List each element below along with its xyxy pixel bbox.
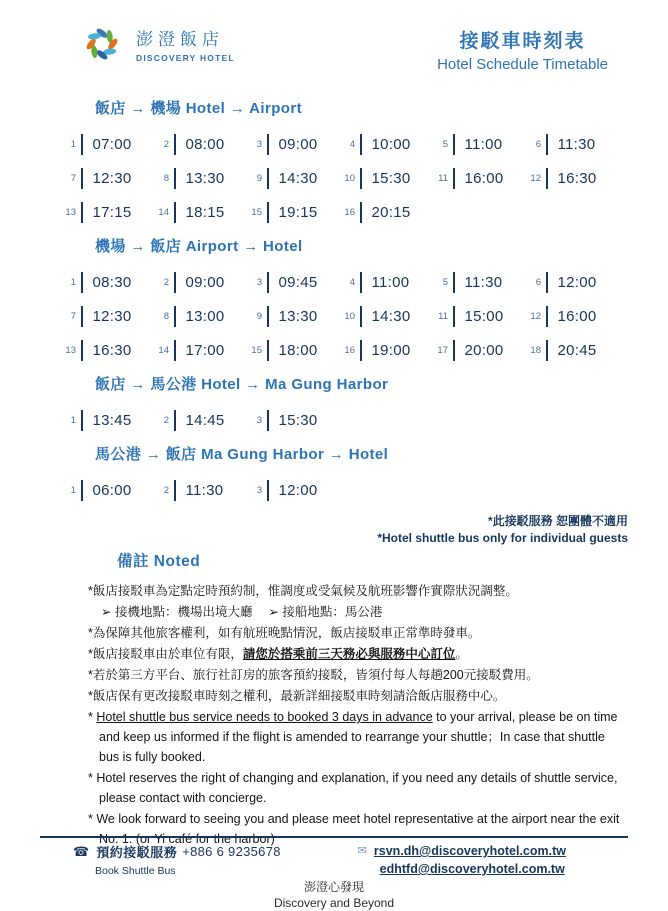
schedule-row — [62, 133, 628, 155]
departure-index: 2 — [163, 484, 169, 496]
section-heading: 機場 → 飯店 Airport → Hotel — [95, 238, 303, 255]
departure-index: 6 — [535, 138, 541, 150]
departure-index: 1 — [70, 484, 76, 496]
departure-index: 4 — [349, 276, 355, 288]
departure-time: 09:45 — [278, 273, 318, 291]
departure-index: 7 — [70, 310, 76, 322]
footer — [40, 836, 628, 911]
divider-bar — [546, 134, 548, 155]
schedule-cell — [434, 133, 527, 155]
departure-time: 11:30 — [185, 481, 224, 499]
note-text: *若於第三方平台、旅行社訂房的旅客預約接駁，皆須付每人每趟200元接駁費用。 — [88, 668, 539, 682]
schedule-cell — [248, 133, 341, 155]
hotel-name-en: DISCOVERY HOTEL — [136, 53, 235, 63]
departure-time: 15:30 — [278, 411, 318, 429]
departure-time: 13:45 — [92, 411, 132, 429]
departure-index: 4 — [349, 138, 355, 150]
schedule-cell — [62, 479, 155, 501]
divider-bar — [81, 480, 83, 501]
departure-index: 11 — [438, 310, 448, 322]
departure-time: 17:15 — [92, 203, 132, 221]
departure-time: 14:30 — [278, 169, 318, 187]
departure-index: 16 — [344, 344, 355, 356]
divider-bar — [546, 168, 548, 189]
departure-index: 15 — [251, 344, 262, 356]
divider-bar — [453, 306, 455, 327]
departure-time: 15:00 — [464, 307, 504, 325]
hotel-name-cn: 澎澄飯店 — [136, 30, 224, 49]
hotel-logo — [78, 20, 235, 68]
hotel-tagline — [40, 879, 628, 911]
schedule-cell — [434, 271, 527, 293]
divider-bar — [267, 168, 269, 189]
hotel-tagline-cn: 澎澄心發現 — [303, 880, 364, 894]
divider-bar — [81, 272, 83, 293]
schedule-cell — [248, 409, 341, 431]
schedule-row — [62, 409, 628, 431]
departure-index: 1 — [70, 138, 76, 150]
schedule-cell — [341, 339, 434, 361]
divider-bar — [546, 306, 548, 327]
departure-time: 16:30 — [92, 341, 132, 359]
schedule-cell — [155, 305, 248, 327]
schedule-cell — [62, 271, 155, 293]
departure-index: 3 — [256, 276, 262, 288]
departure-index: 3 — [256, 484, 262, 496]
notes-section — [88, 549, 628, 849]
departure-index: 5 — [442, 138, 448, 150]
departure-index: 16 — [344, 206, 355, 218]
departure-time: 09:00 — [278, 135, 318, 153]
schedule-cell — [155, 479, 248, 501]
timetable-main — [62, 97, 628, 849]
email-line — [380, 860, 566, 878]
divider-bar — [174, 410, 176, 431]
schedule-row — [62, 339, 628, 361]
note-item — [88, 707, 628, 767]
departure-time: 09:00 — [185, 273, 225, 291]
divider-bar — [453, 272, 455, 293]
schedule-cell — [62, 339, 155, 361]
departure-time: 16:00 — [464, 169, 504, 187]
departure-index: 14 — [158, 344, 169, 356]
schedule-root — [62, 97, 628, 501]
departure-time: 20:45 — [557, 341, 597, 359]
email-link-frontdesk[interactable]: edhtfd@discoveryhotel.com.tw — [379, 862, 565, 876]
schedule-section — [62, 373, 628, 431]
note-text: 。 — [455, 647, 468, 661]
departure-time: 12:30 — [92, 307, 132, 325]
schedule-row — [62, 271, 628, 293]
footer-columns — [40, 842, 628, 878]
departure-time: 19:00 — [371, 341, 411, 359]
individual-guests-note-cn: *此接駁服務 恕團體不適用 — [487, 514, 628, 528]
divider-bar — [267, 410, 269, 431]
schedule-cell — [527, 339, 620, 361]
note-text: *為保障其他旅客權利，如有航班晚點情況，飯店接駁車正常準時發車。 — [88, 626, 481, 640]
note-item — [101, 602, 628, 622]
note-text: *飯店保有更改接駁車時刻之權利，最新詳細接駁車時刻請洽飯店服務中心。 — [88, 689, 506, 703]
departure-index: 11 — [438, 172, 448, 184]
divider-bar — [360, 168, 362, 189]
footer-phone-block — [73, 842, 281, 878]
schedule-cell — [155, 167, 248, 189]
departure-index: 10 — [344, 310, 355, 322]
divider-bar — [360, 306, 362, 327]
note-item — [88, 644, 628, 664]
hotel-tagline-en: Discovery and Beyond — [273, 896, 395, 910]
divider-bar — [453, 134, 455, 155]
schedule-cell — [341, 133, 434, 155]
departure-index: 10 — [344, 172, 355, 184]
departure-index: 9 — [256, 310, 262, 322]
divider-bar — [174, 168, 176, 189]
note-text: to your arrival, please be on time and keep us informed if the flight is amended to rearrange your shuttle；In case that shuttle bus is fully booked. — [99, 710, 618, 764]
departure-time: 13:30 — [278, 307, 318, 325]
departure-time: 19:15 — [278, 203, 318, 221]
divider-bar — [546, 272, 548, 293]
schedule-cell — [527, 305, 620, 327]
email-line — [358, 842, 566, 860]
departure-index: 15 — [251, 206, 262, 218]
schedule-cell — [248, 271, 341, 293]
note-text: ➢ 接機地點：機場出境大廳 ➢ 接船地點：馬公港 — [101, 605, 383, 619]
schedule-cell — [341, 167, 434, 189]
phone-line — [73, 842, 281, 861]
departure-index: 9 — [256, 172, 262, 184]
schedule-cell — [155, 201, 248, 223]
schedule-cell — [248, 479, 341, 501]
schedule-cell — [341, 271, 434, 293]
note-text: Hotel shuttle bus service needs to booked 3 days in advance — [96, 710, 433, 724]
hotel-name — [136, 25, 235, 63]
schedule-row — [62, 305, 628, 327]
schedule-cell — [62, 409, 155, 431]
footer-email-block — [358, 842, 566, 878]
divider-bar — [267, 134, 269, 155]
departure-index: 8 — [163, 172, 169, 184]
schedule-cell — [434, 167, 527, 189]
schedule-cell — [155, 409, 248, 431]
section-heading: 飯店 → 馬公港 Hotel → Ma Gung Harbor — [95, 376, 389, 393]
individual-guests-note — [62, 513, 628, 547]
individual-guests-note-en: *Hotel shuttle bus only for individual guests — [377, 531, 628, 545]
divider-bar — [81, 168, 83, 189]
schedule-cell — [62, 201, 155, 223]
departure-time: 11:00 — [371, 273, 410, 291]
divider-bar — [174, 202, 176, 223]
divider-bar — [81, 202, 83, 223]
note-text: * Hotel reserves the right of changing and explanation, if you need any details of shuttle service, please contact with concierge. — [88, 771, 618, 805]
schedule-row — [62, 167, 628, 189]
departure-index: 8 — [163, 310, 169, 322]
departure-index: 7 — [70, 172, 76, 184]
page-title-en: Hotel Schedule Timetable — [437, 56, 608, 73]
departure-time: 08:00 — [185, 135, 225, 153]
departure-time: 06:00 — [92, 481, 132, 499]
section-heading: 飯店 → 機場 Hotel → Airport — [95, 100, 302, 117]
departure-index: 14 — [158, 206, 169, 218]
departure-index: 13 — [65, 206, 76, 218]
phone-sublabel: Book Shuttle Bus — [95, 865, 176, 877]
schedule-cell — [62, 167, 155, 189]
divider-bar — [453, 168, 455, 189]
divider-bar — [81, 134, 83, 155]
departure-time: 12:00 — [278, 481, 318, 499]
page-title-cn: 接駁車時刻表 — [459, 31, 586, 52]
schedule-cell — [248, 305, 341, 327]
schedule-cell — [527, 167, 620, 189]
notes-list — [88, 581, 628, 849]
header — [78, 20, 620, 73]
schedule-cell — [527, 271, 620, 293]
schedule-cell — [62, 133, 155, 155]
schedule-cell — [155, 133, 248, 155]
departure-time: 11:30 — [557, 135, 596, 153]
note-item — [88, 768, 628, 808]
divider-bar — [360, 340, 362, 361]
schedule-cell — [248, 167, 341, 189]
schedule-row — [62, 479, 628, 501]
departure-time: 12:30 — [92, 169, 132, 187]
departure-time: 10:00 — [371, 135, 411, 153]
phone-label: 預約接駁服務 — [96, 845, 178, 860]
schedule-cell — [527, 133, 620, 155]
schedule-cell — [434, 339, 527, 361]
page-title — [437, 26, 608, 73]
departure-index: 3 — [256, 414, 262, 426]
divider-bar — [453, 340, 455, 361]
divider-bar — [267, 272, 269, 293]
departure-index: 2 — [163, 414, 169, 426]
schedule-cell — [434, 305, 527, 327]
divider-bar — [267, 306, 269, 327]
schedule-cell — [155, 339, 248, 361]
departure-time: 07:00 — [92, 135, 132, 153]
divider-bar — [81, 410, 83, 431]
departure-time: 08:30 — [92, 273, 132, 291]
note-text: 請您於搭乘前三天務必與服務中心訂位 — [242, 647, 456, 661]
divider-bar — [267, 340, 269, 361]
note-text: * — [88, 710, 97, 724]
hotel-logo-icon — [78, 20, 126, 68]
schedule-section — [62, 443, 628, 501]
divider-bar — [267, 480, 269, 501]
email-link-reservations[interactable]: rsvn.dh@discoveryhotel.com.tw — [373, 844, 566, 858]
schedule-cell — [62, 305, 155, 327]
phone-icon: ☎ — [73, 843, 90, 859]
departure-index: 2 — [163, 276, 169, 288]
schedule-row — [62, 201, 628, 223]
departure-time: 18:00 — [278, 341, 318, 359]
divider-bar — [174, 134, 176, 155]
divider-bar — [174, 480, 176, 501]
departure-index: 1 — [70, 276, 76, 288]
departure-time: 12:00 — [557, 273, 597, 291]
departure-index: 18 — [530, 344, 541, 356]
note-item — [88, 665, 628, 685]
divider-bar — [360, 202, 362, 223]
departure-index: 2 — [163, 138, 169, 150]
schedule-cell — [341, 201, 434, 223]
note-item — [88, 623, 628, 643]
divider-bar — [267, 202, 269, 223]
departure-index: 12 — [530, 310, 541, 322]
divider-bar — [174, 306, 176, 327]
departure-time: 16:30 — [557, 169, 597, 187]
divider-bar — [81, 340, 83, 361]
departure-time: 14:45 — [185, 411, 225, 429]
departure-time: 17:00 — [185, 341, 225, 359]
note-text: *飯店接駁車為定點定時預約制，惟調度或受氣候及航班影響作實際狀況調整。 — [88, 584, 518, 598]
schedule-section — [62, 97, 628, 223]
departure-time: 16:00 — [557, 307, 597, 325]
departure-time: 20:00 — [464, 341, 504, 359]
notes-heading: 備註 Noted — [117, 553, 201, 570]
schedule-cell — [248, 201, 341, 223]
departure-time: 11:00 — [464, 135, 503, 153]
note-item — [88, 686, 628, 706]
departure-time: 11:30 — [464, 273, 503, 291]
departure-index: 6 — [535, 276, 541, 288]
note-text: *飯店接駁車由於車位有限， — [88, 647, 243, 661]
divider-bar — [360, 272, 362, 293]
phone-number: +886 6 9235678 — [182, 844, 281, 859]
departure-time: 13:30 — [185, 169, 225, 187]
departure-time: 14:30 — [371, 307, 411, 325]
divider-bar — [174, 272, 176, 293]
departure-index: 13 — [65, 344, 76, 356]
section-heading: 馬公港 → 飯店 Ma Gung Harbor → Hotel — [95, 446, 389, 463]
departure-time: 18:15 — [185, 203, 225, 221]
schedule-section — [62, 235, 628, 361]
divider-bar — [174, 340, 176, 361]
departure-time: 20:15 — [371, 203, 411, 221]
divider-bar — [546, 340, 548, 361]
note-text: * We look forward to seeing you and please meet hotel representative at the airport near the exit No. 1. (or Yi café for the harbor) — [88, 812, 620, 846]
departure-time: 13:00 — [185, 307, 225, 325]
envelope-icon: ✉ — [357, 845, 367, 857]
departure-index: 1 — [70, 414, 76, 426]
departure-index: 12 — [530, 172, 541, 184]
schedule-cell — [341, 305, 434, 327]
note-item — [88, 581, 628, 601]
departure-index: 17 — [437, 344, 448, 356]
divider-bar — [81, 306, 83, 327]
departure-time: 15:30 — [371, 169, 411, 187]
schedule-cell — [248, 339, 341, 361]
divider-bar — [360, 134, 362, 155]
schedule-cell — [155, 271, 248, 293]
departure-index: 5 — [442, 276, 448, 288]
departure-index: 3 — [256, 138, 262, 150]
